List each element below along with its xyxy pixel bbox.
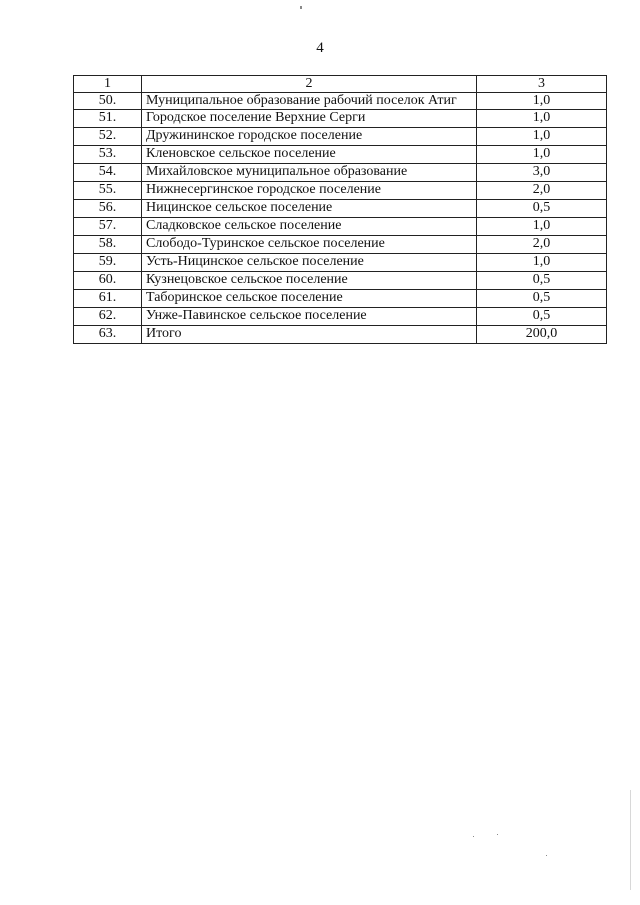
allocation-value: 2,0 — [477, 236, 607, 254]
municipality-name: Усть-Ницинское сельское поселение — [142, 254, 477, 272]
row-number: 62. — [74, 308, 142, 326]
table-row — [74, 308, 607, 326]
municipality-name: Кленовское сельское поселение — [142, 146, 477, 164]
allocation-value: 0,5 — [477, 308, 607, 326]
row-number: 54. — [74, 164, 142, 182]
table-row — [74, 93, 607, 110]
municipality-name: Таборинское сельское поселение — [142, 290, 477, 308]
allocation-value: 1,0 — [477, 254, 607, 272]
allocation-value: 1,0 — [477, 146, 607, 164]
row-number: 61. — [74, 290, 142, 308]
table-row — [74, 254, 607, 272]
municipality-name: Кузнецовское сельское поселение — [142, 272, 477, 290]
row-number: 50. — [74, 93, 142, 110]
municipality-name: Унже-Павинское сельское поселение — [142, 308, 477, 326]
total-value: 200,0 — [477, 326, 607, 344]
allocation-value: 1,0 — [477, 128, 607, 146]
scan-speck — [546, 855, 547, 856]
row-number: 59. — [74, 254, 142, 272]
municipality-name: Нижнесергинское городское поселение — [142, 182, 477, 200]
allocation-value: 0,5 — [477, 290, 607, 308]
municipality-name: Дружининское городское поселение — [142, 128, 477, 146]
row-number: 56. — [74, 200, 142, 218]
row-number: 57. — [74, 218, 142, 236]
table-header-row — [74, 76, 607, 93]
column-header-1: 1 — [74, 76, 142, 93]
column-header-2: 2 — [142, 76, 477, 93]
municipality-name: Сладковское сельское поселение — [142, 218, 477, 236]
row-number: 58. — [74, 236, 142, 254]
table-row — [74, 128, 607, 146]
table-row — [74, 236, 607, 254]
allocation-value: 1,0 — [477, 93, 607, 110]
allocation-value: 2,0 — [477, 182, 607, 200]
scan-speck — [497, 834, 498, 835]
municipality-name: Ницинское сельское поселение — [142, 200, 477, 218]
table-row — [74, 164, 607, 182]
total-label: Итого — [142, 326, 477, 344]
allocation-value: 3,0 — [477, 164, 607, 182]
row-number: 53. — [74, 146, 142, 164]
row-number: 51. — [74, 110, 142, 128]
allocation-value: 0,5 — [477, 272, 607, 290]
municipality-name: Городское поселение Верхние Серги — [142, 110, 477, 128]
table-total-row — [74, 326, 607, 344]
allocation-value: 0,5 — [477, 200, 607, 218]
allocation-table — [73, 75, 607, 344]
scan-speck — [630, 790, 631, 890]
page-number: 4 — [316, 40, 324, 56]
allocation-value: 1,0 — [477, 218, 607, 236]
row-number: 55. — [74, 182, 142, 200]
municipality-name: Муниципальное образование рабочий поселок Атиг — [142, 93, 477, 110]
municipality-name: Слободо-Туринское сельское поселение — [142, 236, 477, 254]
column-header-3: 3 — [477, 76, 607, 93]
table-row — [74, 290, 607, 308]
table-row — [74, 200, 607, 218]
table-row — [74, 218, 607, 236]
table-row — [74, 110, 607, 128]
scan-speck — [300, 6, 302, 9]
table-row — [74, 272, 607, 290]
municipality-name: Михайловское муниципальное образование — [142, 164, 477, 182]
row-number: 60. — [74, 272, 142, 290]
table-row — [74, 146, 607, 164]
scan-speck — [473, 836, 474, 837]
row-number: 63. — [74, 326, 142, 344]
row-number: 52. — [74, 128, 142, 146]
allocation-value: 1,0 — [477, 110, 607, 128]
table-row — [74, 182, 607, 200]
